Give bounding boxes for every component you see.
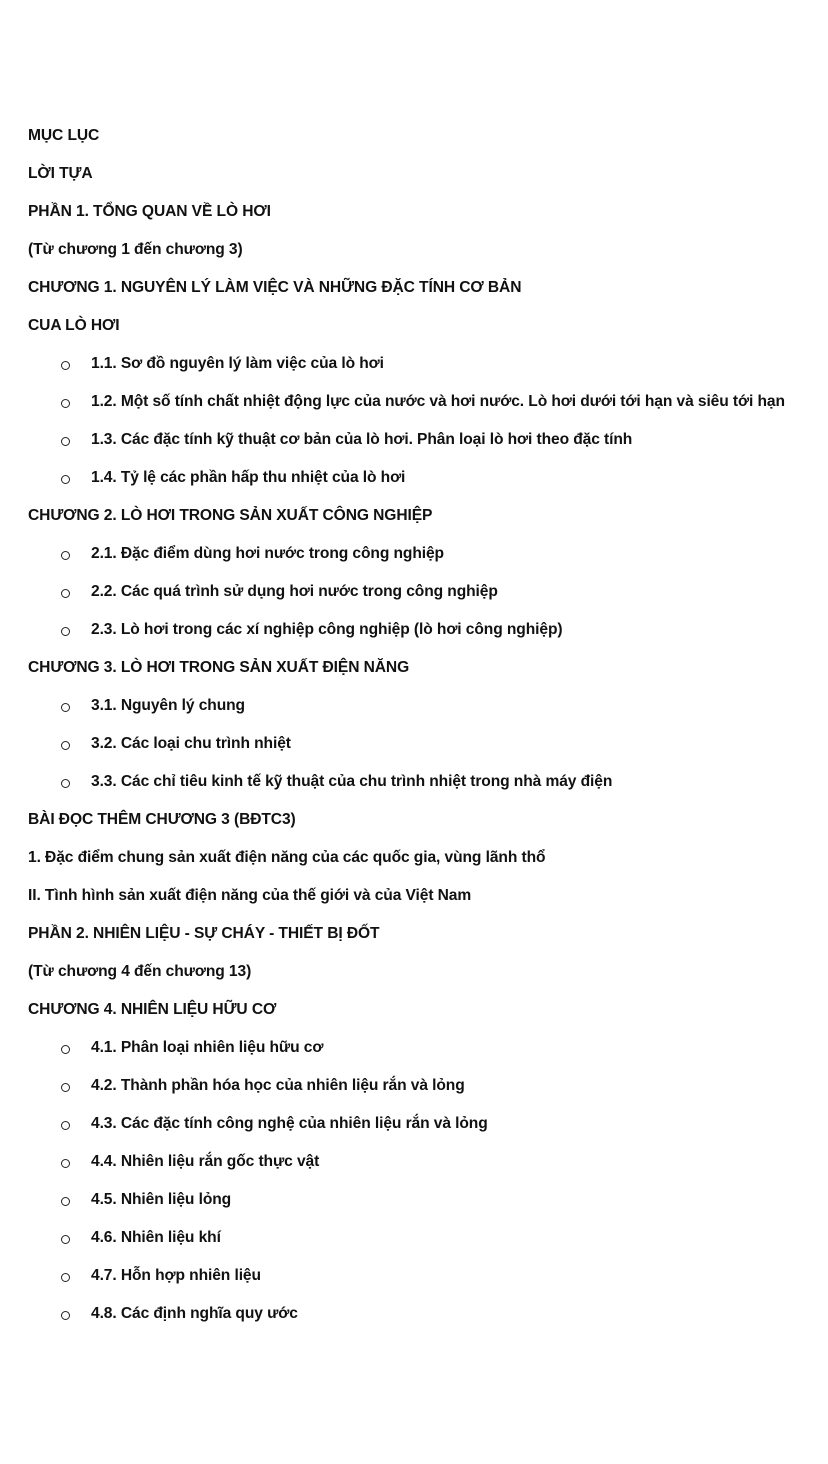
circle-bullet-icon: [61, 741, 70, 750]
circle-bullet-icon: [61, 1083, 70, 1092]
circle-bullet-icon: [61, 551, 70, 560]
toc-section: 4.6. Nhiên liệu khí: [28, 1219, 828, 1257]
toc-section: 4.3. Các đặc tính công nghệ của nhiên liệu rắn và lỏng: [28, 1105, 828, 1143]
toc-section: 3.1. Nguyên lý chung: [28, 687, 828, 725]
toc-chapter-2: CHƯƠNG 2. LÒ HƠI TRONG SẢN XUẤT CÔNG NGHIỆP: [28, 507, 433, 524]
circle-bullet-icon: [61, 475, 70, 484]
toc-section: 1.2. Một số tính chất nhiệt động lực của nước và hơi nước. Lò hơi dưới tới hạn và siêu tới hạn: [28, 383, 828, 421]
circle-bullet-icon: [61, 1121, 70, 1130]
toc-section: 4.7. Hỗn hợp nhiên liệu: [28, 1257, 828, 1295]
toc-extra-reading-item-1: 1. Đặc điểm chung sản xuất điện năng của các quốc gia, vùng lãnh thổ: [28, 849, 546, 866]
table-of-contents: [28, 117, 828, 1333]
toc-extra-reading: BÀI ĐỌC THÊM CHƯƠNG 3 (BĐTC3): [28, 811, 296, 828]
toc-part-1-range: (Từ chương 1 đến chương 3): [28, 241, 243, 258]
toc-section: 4.2. Thành phần hóa học của nhiên liệu rắn và lỏng: [28, 1067, 828, 1105]
toc-section: 2.2. Các quá trình sử dụng hơi nước trong công nghiệp: [28, 573, 828, 611]
toc-section: 2.1. Đặc điểm dùng hơi nước trong công nghiệp: [28, 535, 828, 573]
toc-chapter-3: CHƯƠNG 3. LÒ HƠI TRONG SẢN XUẤT ĐIỆN NĂNG: [28, 659, 410, 676]
toc-section: 3.2. Các loại chu trình nhiệt: [28, 725, 828, 763]
circle-bullet-icon: [61, 1197, 70, 1206]
toc-entry-preface: LỜI TỰA: [28, 165, 93, 182]
toc-section: 4.1. Phân loại nhiên liệu hữu cơ: [28, 1029, 828, 1067]
toc-section: 1.4. Tỷ lệ các phần hấp thu nhiệt của lò hơi: [28, 459, 828, 497]
circle-bullet-icon: [61, 1235, 70, 1244]
toc-section: 1.3. Các đặc tính kỹ thuật cơ bản của lò hơi. Phân loại lò hơi theo đặc tính: [28, 421, 828, 459]
circle-bullet-icon: [61, 1311, 70, 1320]
circle-bullet-icon: [61, 589, 70, 598]
toc-section: 4.5. Nhiên liệu lỏng: [28, 1181, 828, 1219]
toc-section: 4.4. Nhiên liệu rắn gốc thực vật: [28, 1143, 828, 1181]
circle-bullet-icon: [61, 1273, 70, 1282]
toc-heading: MỤC LỤC: [28, 127, 100, 144]
toc-chapter-1: CHƯƠNG 1. NGUYÊN LÝ LÀM VIỆC VÀ NHỮNG ĐẶC TÍNH CƠ BẢN: [28, 279, 522, 296]
toc-part-1: PHẦN 1. TỔNG QUAN VỀ LÒ HƠI: [28, 203, 271, 220]
toc-section: 1.1. Sơ đồ nguyên lý làm việc của lò hơi: [28, 345, 828, 383]
toc-chapter-4: CHƯƠNG 4. NHIÊN LIỆU HỮU CƠ: [28, 1001, 277, 1018]
circle-bullet-icon: [61, 1159, 70, 1168]
toc-section: 2.3. Lò hơi trong các xí nghiệp công nghiệp (lò hơi công nghiệp): [28, 611, 828, 649]
toc-extra-reading-item-2: II. Tình hình sản xuất điện năng của thế giới và của Việt Nam: [28, 887, 472, 904]
circle-bullet-icon: [61, 627, 70, 636]
circle-bullet-icon: [61, 779, 70, 788]
circle-bullet-icon: [61, 399, 70, 408]
toc-part-2: PHẦN 2. NHIÊN LIỆU - SỰ CHÁY - THIẾT BỊ ĐỐT: [28, 925, 380, 942]
circle-bullet-icon: [61, 361, 70, 370]
toc-section: 3.3. Các chỉ tiêu kinh tế kỹ thuật của chu trình nhiệt trong nhà máy điện: [28, 763, 828, 801]
circle-bullet-icon: [61, 703, 70, 712]
toc-section: 4.8. Các định nghĩa quy ước: [28, 1295, 828, 1333]
circle-bullet-icon: [61, 1045, 70, 1054]
toc-chapter-1-cont: CUA LÒ HƠI: [28, 317, 120, 334]
toc-part-2-range: (Từ chương 4 đến chương 13): [28, 963, 252, 980]
circle-bullet-icon: [61, 437, 70, 446]
